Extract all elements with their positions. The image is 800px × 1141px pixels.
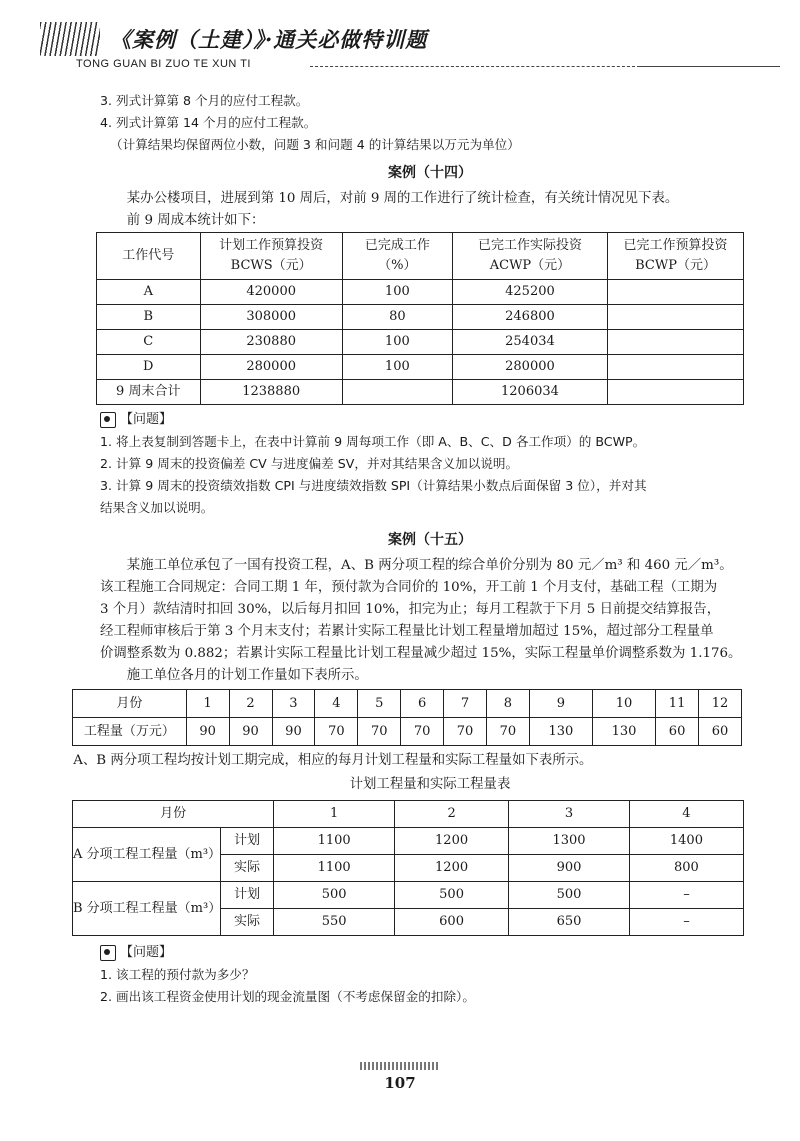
case15-para: A、B 两分项工程均按计划工期完成，相应的每月计划工程量和实际工程量如下表所示。 xyxy=(73,753,593,768)
case15-para: 施工单位各月的计划工作量如下表所示。 xyxy=(126,668,368,683)
row-sub-label: 计划 xyxy=(220,828,274,855)
table-cell: 3 xyxy=(272,690,315,718)
table-cell: 425200 xyxy=(452,280,607,305)
table-cell xyxy=(608,355,744,380)
table-cell: 1100 xyxy=(274,828,395,855)
case15-para-line: 3 个月）款结清时扣回 30%，以后每月扣回 10%，扣完为止；每月工程款于下月 5 日前提交结算报告， xyxy=(100,602,721,617)
table-cell: 500 xyxy=(395,882,509,909)
table-cell: 8 xyxy=(486,690,529,718)
table-cell xyxy=(342,380,452,405)
header-cell: 3 xyxy=(509,801,630,828)
header-cell: 工作代号 xyxy=(97,233,201,280)
qty-table-title: 计划工程量和实际工程量表 xyxy=(349,777,511,792)
table-cell: 70 xyxy=(401,718,444,746)
table-cell: 280000 xyxy=(452,355,607,380)
table-cell: 11 xyxy=(656,690,699,718)
table-cell: 9 周末合计 xyxy=(97,380,201,405)
table-header-row xyxy=(97,233,744,280)
qty-table xyxy=(72,800,744,936)
table-cell: 130 xyxy=(592,718,655,746)
table-cell: 60 xyxy=(699,718,742,746)
header-subtitle: TONG GUAN BI ZUO TE XUN TI xyxy=(76,58,251,70)
table-cell: 70 xyxy=(444,718,487,746)
table-cell: 70 xyxy=(486,718,529,746)
table-cell: 900 xyxy=(509,855,630,882)
case15-question: 2. 画出该工程资金使用计划的现金流量图（不考虑保留金的扣除）。 xyxy=(100,989,475,1004)
table-cell: 100 xyxy=(342,355,452,380)
table-cell: 1206034 xyxy=(452,380,607,405)
table-cell: 10 xyxy=(592,690,655,718)
table-cell: 4 xyxy=(315,690,358,718)
table-cell: 1238880 xyxy=(200,380,342,405)
table-row xyxy=(97,305,744,330)
table-cell: 9 xyxy=(529,690,592,718)
intro-item: 4. 列式计算第 14 个月的应付工程款。 xyxy=(100,115,317,130)
header-cell: 2 xyxy=(395,801,509,828)
header-dashed-rule xyxy=(310,66,640,67)
table-row xyxy=(97,355,744,380)
case14-title: 案例（十四） xyxy=(388,165,472,181)
case14-question: 3. 计算 9 周末的投资绩效指数 CPI 与进度绩效指数 SPI（计算结果小数点后面保留 3 位），并对其 xyxy=(100,478,647,493)
table-cell: 130 xyxy=(529,718,592,746)
header-solid-rule xyxy=(640,66,780,67)
table-cell: 1200 xyxy=(395,828,509,855)
page-header xyxy=(40,18,780,80)
table-cell: 500 xyxy=(509,882,630,909)
intro-note: （计算结果均保留两位小数，问题 3 和问题 4 的计算结果以万元为单位） xyxy=(110,137,520,152)
case15-para-line: 某施工单位承包了一国有投资工程，A、B 两分项工程的综合单价分别为 80 元／m³ 和 460 元／m³。 xyxy=(126,558,733,573)
header-cell: 已完工作实际投资 ACWP（元） xyxy=(452,233,607,280)
case15-title: 案例（十五） xyxy=(388,532,472,548)
table-row xyxy=(97,280,744,305)
case15-question: 1. 该工程的预付款为多少？ xyxy=(100,967,255,982)
table-cell: 70 xyxy=(358,718,401,746)
table-cell: 6 xyxy=(401,690,444,718)
header-cell: 计划工作预算投资 BCWS（元） xyxy=(200,233,342,280)
question-icon xyxy=(100,945,116,961)
table-cell: 2 xyxy=(229,690,272,718)
header-hatch-decoration xyxy=(40,22,100,56)
table-cell: 90 xyxy=(229,718,272,746)
row-group-label: B 分项工程工程量（m³） xyxy=(73,882,221,936)
table-cell: 7 xyxy=(444,690,487,718)
table-header-row xyxy=(73,801,744,828)
table-cell: 90 xyxy=(186,718,229,746)
table-cell: 5 xyxy=(358,690,401,718)
table-cell: 60 xyxy=(656,718,699,746)
header-cell: 月份 xyxy=(73,801,274,828)
table-cell: 246800 xyxy=(452,305,607,330)
header-cell: 4 xyxy=(629,801,743,828)
table-cell: C xyxy=(97,330,201,355)
header-cell: 1 xyxy=(274,801,395,828)
table-cell: 1300 xyxy=(509,828,630,855)
header-cell: 已完工作预算投资 BCWP（元） xyxy=(608,233,744,280)
table-cell: 月份 xyxy=(73,690,187,718)
case15-para-line: 经工程师审核后于第 3 个月末支付；若累计实际工程量比计划工程量增加超过 15%，超过部分工程量单 xyxy=(100,624,714,639)
table-cell: 254034 xyxy=(452,330,607,355)
table-cell: 500 xyxy=(274,882,395,909)
question-icon xyxy=(100,412,116,428)
case14-para: 某办公楼项目，进展到第 10 周后，对前 9 周的工作进行了统计检查，有关统计情况见下表。 xyxy=(126,191,679,206)
case14-cost-table xyxy=(96,232,744,405)
row-sub-label: 计划 xyxy=(220,882,274,909)
table-cell: 1200 xyxy=(395,855,509,882)
table-cell: 230880 xyxy=(200,330,342,355)
table-row xyxy=(73,718,742,746)
table-row xyxy=(97,330,744,355)
table-cell: 1400 xyxy=(629,828,743,855)
case14-question: 2. 计算 9 周末的投资偏差 CV 与进度偏差 SV，并对其结果含义加以说明。 xyxy=(100,456,519,471)
header-cell: 已完成工作 （%） xyxy=(342,233,452,280)
page-footer xyxy=(0,1062,800,1092)
table-cell: 100 xyxy=(342,330,452,355)
intro-item: 3. 列式计算第 8 个月的应付工程款。 xyxy=(100,93,309,108)
question-label: 【问题】 xyxy=(120,945,173,960)
table-cell: 800 xyxy=(629,855,743,882)
table-cell: – xyxy=(629,882,743,909)
table-cell: 100 xyxy=(342,280,452,305)
table-cell: 550 xyxy=(274,909,395,936)
table-cell: D xyxy=(97,355,201,380)
page-number: 107 xyxy=(384,1074,416,1092)
case14-para: 前 9 周成本统计如下： xyxy=(126,213,265,228)
row-sub-label: 实际 xyxy=(220,855,274,882)
table-cell: 1 xyxy=(186,690,229,718)
table-row xyxy=(73,828,744,855)
header-title: 《案例（土建）》·通关必做特训题 xyxy=(110,27,428,52)
question-label: 【问题】 xyxy=(120,412,173,427)
row-sub-label: 实际 xyxy=(220,909,274,936)
case14-question: 结果含义加以说明。 xyxy=(100,500,214,515)
row-group-label: A 分项工程工程量（m³） xyxy=(73,828,221,882)
table-cell: A xyxy=(97,280,201,305)
table-cell: 280000 xyxy=(200,355,342,380)
table-cell: – xyxy=(629,909,743,936)
table-cell: 308000 xyxy=(200,305,342,330)
case14-question: 1. 将上表复制到答题卡上，在表中计算前 9 周每项工作（即 A、B、C、D 各工作项）的 BCWP。 xyxy=(100,434,646,449)
table-cell: 420000 xyxy=(200,280,342,305)
table-row-total xyxy=(97,380,744,405)
table-cell: 600 xyxy=(395,909,509,936)
table-cell: 工程量（万元） xyxy=(73,718,187,746)
table-row xyxy=(73,882,744,909)
table-cell: 80 xyxy=(342,305,452,330)
footer-ornament xyxy=(360,1062,440,1070)
table-cell: B xyxy=(97,305,201,330)
case14-question-heading xyxy=(100,409,760,431)
monthly-plan-table xyxy=(72,689,742,746)
table-cell: 1100 xyxy=(274,855,395,882)
table-cell: 650 xyxy=(509,909,630,936)
case15-question-heading xyxy=(100,942,760,964)
table-cell: 90 xyxy=(272,718,315,746)
table-cell xyxy=(608,305,744,330)
case15-para-line: 价调整系数为 0.882；若累计实际工程量比计划工程量减少超过 15%，实际工程量单价调整系数为 1.176。 xyxy=(100,646,742,661)
table-cell: 12 xyxy=(699,690,742,718)
table-cell xyxy=(608,280,744,305)
table-cell: 70 xyxy=(315,718,358,746)
table-cell xyxy=(608,330,744,355)
case15-para-line: 该工程施工合同规定：合同工期 1 年，预付款为合同价的 10%，开工前 1 个月支付，基础工程（工期为 xyxy=(100,580,718,595)
page-content xyxy=(73,90,760,1008)
table-row xyxy=(73,690,742,718)
table-cell xyxy=(608,380,744,405)
